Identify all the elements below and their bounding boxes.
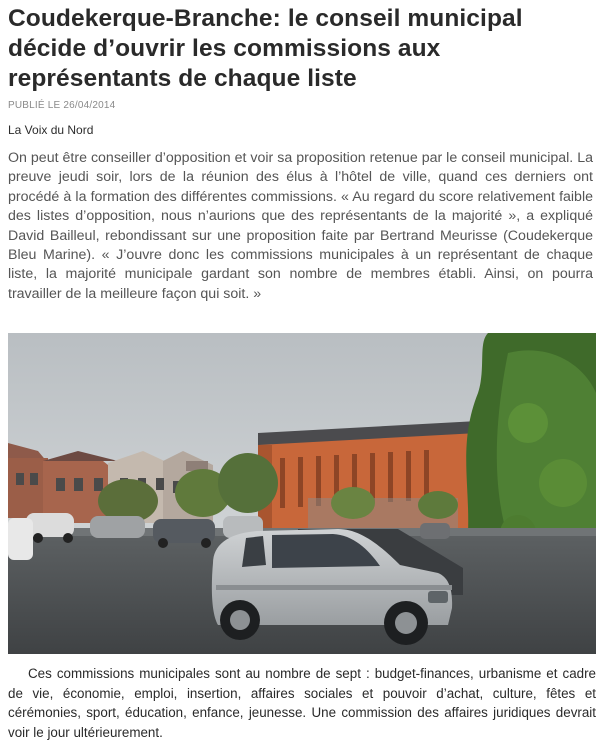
photo-caption: Ces commissions municipales sont au nombre de sept : budget-finances, urbanisme et cadre de vie, économie, emploi, insertion, affaires sociales et pouvoir d’achat, culture, fêtes et cérémonies, sport, éducation, enfance, jeunesse. Une commission des affaires juridiques devrait voir le jour ultérieurement. — [8, 666, 596, 740]
article-title: Coudekerque-Branche: le conseil municipal décide d’ouvrir les commissions aux représentants de chaque liste — [8, 5, 523, 92]
article-source: La Voix du Nord — [8, 123, 94, 137]
article-body: On peut être conseiller d’opposition et voir sa proposition retenue par le conseil municipal. La preuve jeudi soir, lors de la réunion des élus à l’hôtel de ville, quand ces derniers ont procédé à la formation des différentes commissions. « Au regard du score relativement faible des listes d’opposition, nous n’aurions que des représentants de la majorité », a expliqué David Bailleul, rebondissant sur une proposition faite par Bertrand Meurisse (Coudekerque Bleu Marine). « J’ouvre donc les commissions municipales à un représentant de chaque liste, la majorité municipale gardant son nombre de membres établi. Ainsi, on pourra travailler de la meilleure façon qui soit. » — [8, 150, 593, 302]
parking-lot-photo — [8, 333, 596, 654]
publication-date: PUBLIÉ LE 26/04/2014 — [8, 100, 116, 111]
article-photo — [8, 333, 596, 654]
